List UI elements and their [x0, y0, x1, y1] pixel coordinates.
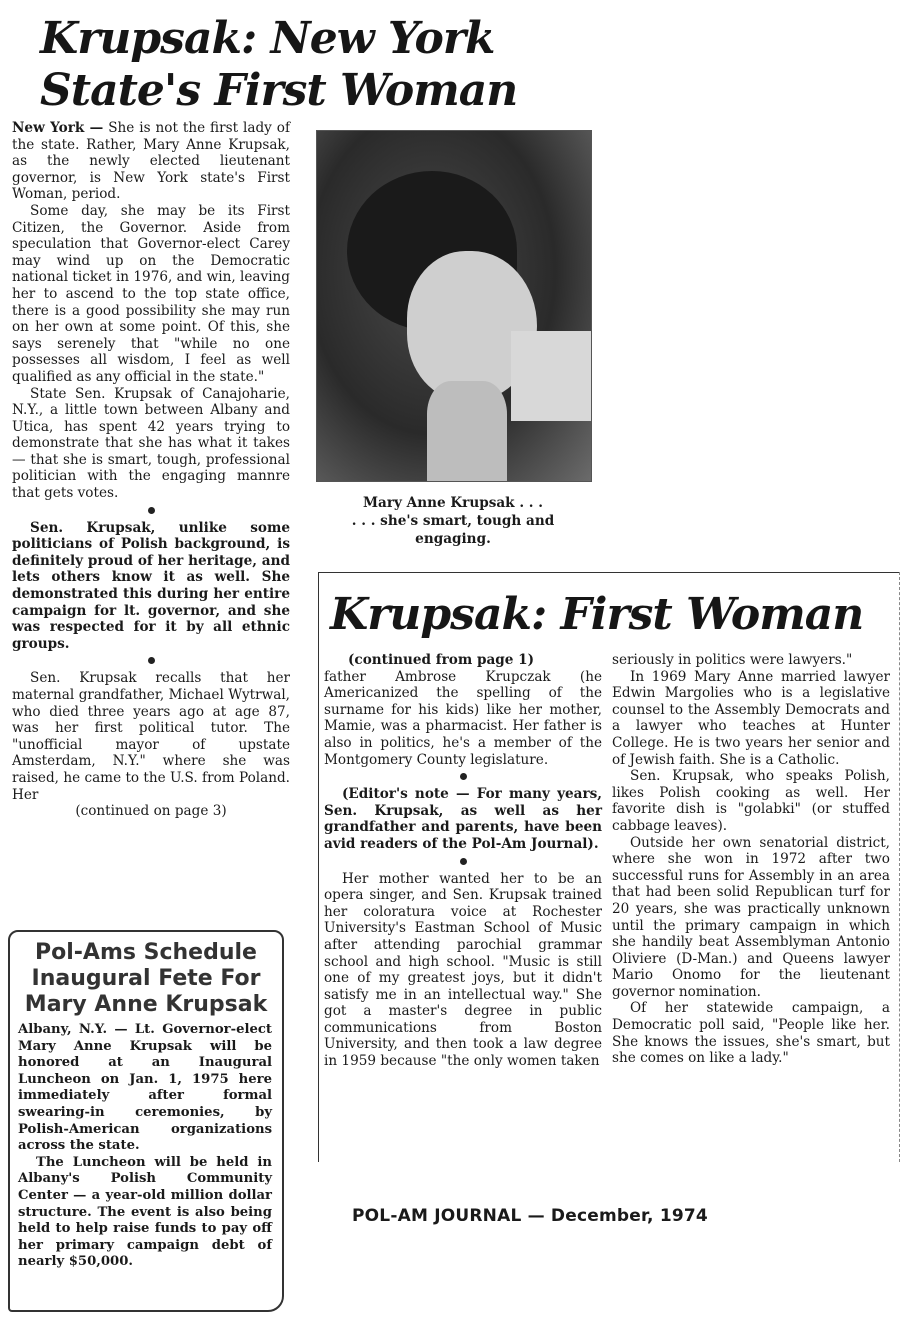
editors-note: (Editor's note — For many years, Sen. Krupsak, as well as her grandfather and parents, have been avid readers of the Pol-Am Journal).	[324, 786, 602, 852]
box-title-line-1: Pol-Ams Schedule	[35, 940, 257, 965]
dateline: New York —	[12, 120, 104, 136]
paragraph: Albany, N.Y. — Lt. Governor-elect Mary Anne Krupsak will be honored at an Inaugural Luncheon on Jan. 1, 1975 here immediately after formal swearing-in ceremonies, by Polish-American organizations across the state.	[18, 1022, 272, 1154]
paragraph: Her mother wanted her to be an opera singer, and Sen. Krupsak trained her coloratura voice at Rochester University's Eastman School of Music after attending parochial grammar school and high school. "Music is still one of my greatest joys, but it didn't satisfy me in an intellectual way." She got a master's degree in public communications from Boston University, and then took a law degree in 1959 because "the only women taken	[324, 870, 602, 1070]
portrait-photo	[316, 130, 592, 482]
continuation-headline: Krupsak: First Woman	[330, 589, 864, 640]
headline-line-1: Krupsak: New York	[40, 13, 495, 64]
continuation-border-left	[318, 572, 319, 1162]
box-title-line-3: Mary Anne Krupsak	[24, 992, 268, 1017]
paragraph: father Ambrose Krupczak (he Americanized the spelling of the surname for his kids) like her mother, Mamie, was a pharmacist. Her father is also in politics, he's a member of the Montgomery County legislature.	[324, 668, 602, 768]
continued-from-note: (continued from page 1)	[348, 652, 535, 668]
photo-background-sign	[511, 331, 591, 421]
bullet-separator	[460, 773, 467, 780]
caption-line-1: Mary Anne Krupsak . . .	[363, 495, 543, 511]
paragraph: In 1969 Mary Anne married lawyer Edwin Margolies who is a legislative counsel to the Assembly Democrats and a lawyer who teaches at Hunter College. He is two years her senior and of Jewish faith. She is a Catholic.	[612, 668, 890, 768]
bullet-separator	[460, 858, 467, 865]
bold-paragraph: Sen. Krupsak, unlike some politicians of Polish background, is definitely proud of her heritage, and lets others know it as well. She demonstrated this during her entire campaign for lt. governor, and she was respected for it by all ethnic groups.	[12, 519, 290, 652]
publication-footer: POL-AM JOURNAL — December, 1974	[352, 1206, 708, 1226]
continuation-column-1	[324, 652, 602, 1070]
caption-line-2: . . . she's smart, tough and engaging.	[351, 513, 555, 547]
paragraph: Sen. Krupsak, who speaks Polish, likes Polish cooking as well. Her favorite dish is "golabki" (or stuffed cabbage leaves).	[612, 768, 890, 834]
sidebar-box-title	[16, 940, 276, 1018]
paragraph: Sen. Krupsak recalls that her maternal grandfather, Michael Wytrwal, who died three years ago at age 87, was her first political tutor. The "unofficial mayor of upstate Amsterdam, N.Y." where she was raised, he came to the U.S. from Poland. Her	[12, 670, 290, 803]
paragraph: seriously in politics were lawyers."	[612, 652, 853, 668]
paragraph: Some day, she may be its First Citizen, the Governor. Aside from speculation that Governor-elect Carey may wind up on the Democratic national ticket in 1976, and win, leaving her to ascend to the top state office, there is a good possibility she may run on her own at some point. Of this, she says serenely that "while no one possesses all wisdom, I feel as well qualified as any official in the state."	[12, 202, 290, 385]
lead-text: She is not the first lady of the state. Rather, Mary Anne Krupsak, as the newly elected lieutenant governor, is New York state's First Woman, period.	[12, 120, 290, 203]
paragraph: Of her statewide campaign, a Democratic poll said, "People like her. She knows the issues, she's smart, but she comes on like a lady."	[612, 1000, 890, 1067]
photo-neck	[427, 381, 507, 482]
box-title-line-2: Inaugural Fete For	[31, 966, 261, 991]
bullet-separator	[148, 507, 155, 514]
bullet-separator	[148, 657, 155, 664]
continuation-border-top	[318, 572, 900, 573]
continuation-column-2	[612, 652, 890, 1067]
article-column-1	[12, 120, 290, 820]
paragraph: The Luncheon will be held in Albany's Polish Community Center — a year-old million dollar structure. The event is also being held to help raise funds to pay off her primary campaign debt of nearly $50,000.	[18, 1154, 272, 1270]
paragraph: Outside her own senatorial district, where she won in 1972 after two successful runs for Assembly in an area that had been solid Republican turf for 20 years, she was practically unknown until the primary campaign in which she handily beat Assemblyman Antonio Oliviere (D-Man.) and Queens lawyer Mario Onomo for the lieutenant governor nomination.	[612, 834, 890, 1000]
continuation-border-right	[899, 572, 900, 1162]
photo-caption	[318, 494, 588, 548]
continued-note: (continued on page 3)	[75, 803, 227, 820]
lead-paragraph	[12, 120, 290, 203]
headline-line-2: State's First Woman	[40, 65, 518, 116]
paragraph: State Sen. Krupsak of Canajoharie, N.Y., a little town between Albany and Utica, has spent 42 years trying to demonstrate that she has what it takes — that she is smart, tough, professional politician with the engaging mannre that gets votes.	[12, 385, 290, 502]
sidebar-box-body	[18, 1022, 272, 1271]
